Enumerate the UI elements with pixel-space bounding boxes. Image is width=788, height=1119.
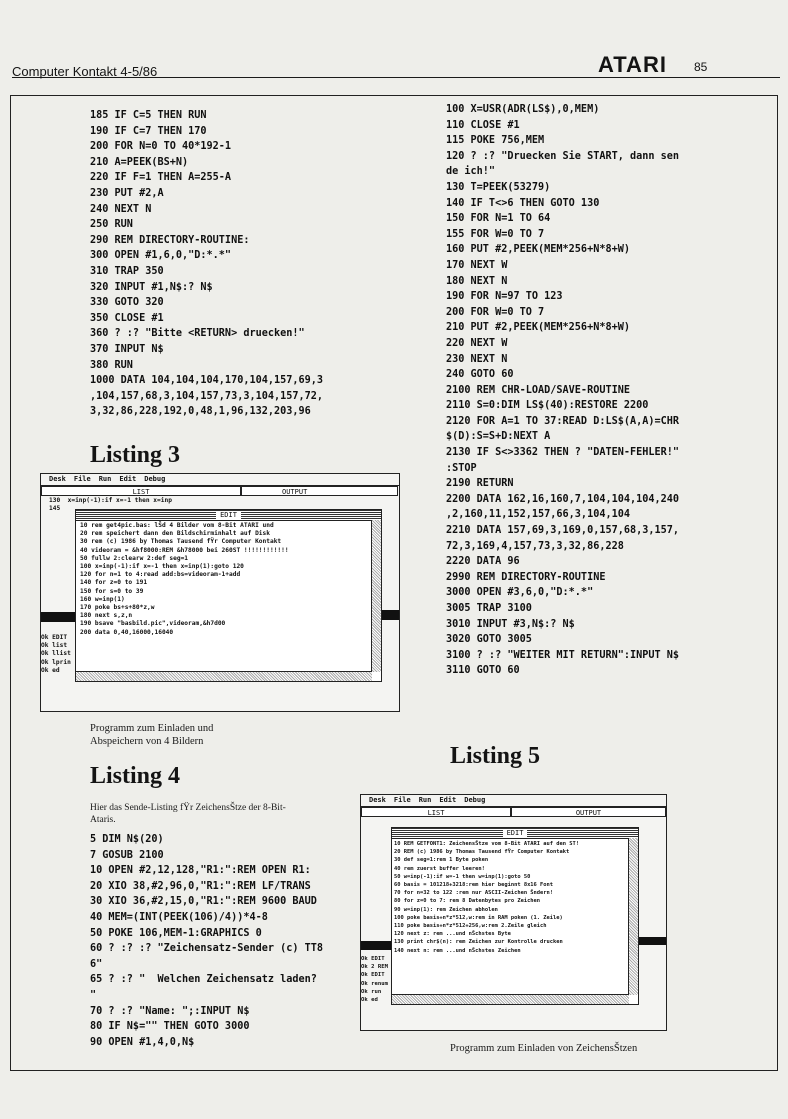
listing3-edit-lines [80,522,289,637]
edit-line: 160 w=inp(1) [80,595,125,603]
code-line: 110 CLOSE #1 [446,119,520,131]
code-line: 2990 REM DIRECTORY-ROUTINE [446,571,606,583]
listing3-menu-file[interactable]: File [73,475,91,483]
code-line: 80 IF N$="" THEN GOTO 3000 [90,1021,250,1033]
code-column-left [90,108,323,420]
code-line: 2100 REM CHR-LOAD/SAVE-ROUTINE [446,384,631,396]
listing5-output-bar [639,937,666,945]
code-line: 60 ? :? :? "Zeichensatz-Sender (c) TT8 [90,943,324,955]
intro-line: Ataris. [90,815,116,825]
edit-line: 20 REM (c) 1986 by Thomas Tausend fŸr Computer Kontakt [394,849,570,856]
command-line: Ok EDIT [361,972,385,979]
command-line: Ok llist [41,650,71,658]
code-line: 40 MEM=(INT(PEEK(106)/4))*4-8 [90,911,268,923]
code-line: 65 ? :? " Welchen Zeichensatz laden? [90,974,317,986]
code-line: 185 IF C=5 THEN RUN [90,110,207,121]
listing3-output-header: OUTPUT [241,486,398,496]
listing4-intro [90,802,286,826]
code-line: 200 FOR N=0 TO 40*192-1 [90,141,232,153]
code-line: 3000 OPEN #3,6,0,"D:*.*" [446,587,594,599]
code-line: 3100 ? :? "WEITER MIT RETURN":INPUT N$ [446,649,680,661]
edit-line: 190 bsave "basbild.pic",videoram,&h7d00 [80,620,226,628]
code-line: ,2,160,11,152,157,66,3,104,104 [446,509,631,521]
edit-line: 150 for s=0 to 39 [80,587,144,595]
listing3-vscroll[interactable] [371,520,381,672]
listing4-code [90,832,323,1050]
code-line: 3,32,86,228,192,0,48,1,96,132,203,96 [90,406,311,418]
code-line: 220 IF F=1 THEN A=255-A [90,172,232,184]
listing3-list-header: LIST [41,486,241,496]
edit-line: 40 videoram = &hf8000:REM &h78000 bei 260ST !!!!!!!!!!!! [80,546,289,554]
command-line: Ok renum [361,980,388,987]
edit-line: 120 for n=1 to 4:read add:bs=videoram-1+add [80,571,241,579]
command-line: Ok ed [41,666,60,674]
edit-line: 50 fullw 2:clearw 2:def seg=1 [80,554,189,562]
code-line: 70 ? :? "Name: ";:INPUT N$ [90,1005,250,1017]
code-line: 210 A=PEEK(BS+N) [90,156,189,168]
code-line: 5 DIM N$(20) [90,834,164,845]
code-line: " [90,989,97,1001]
code-line: 140 IF T<>6 THEN GOTO 130 [446,197,600,209]
command-line: Ok EDIT [41,634,68,641]
code-line: 2190 RETURN [446,478,514,490]
code-line: 50 POKE 106,MEM-1:GRAPHICS 0 [90,927,262,939]
listing4-title: Listing 4 [90,763,181,789]
listing3-sidebar-black [41,612,75,622]
edit-line: 30 rem (c) 1986 by Thomas Tausend fŸr Computer Kontakt [80,538,282,546]
code-line: 330 GOTO 320 [90,297,164,309]
edit-line: 90 w=inp(1): rem Zeichen abholen [394,906,498,913]
command-line: Ok list [41,642,68,650]
listing5-edit-lines [394,840,579,955]
code-line: 7 GOSUB 2100 [90,849,164,861]
intro-line: Hier das Sende-Listing fŸr ZeichensŠtze der 8-Bit- [90,803,286,813]
listing5-menubar [361,795,666,807]
edit-line: 80 for z=0 to 7: rem 8 Datenbytes pro Zeichen [394,898,541,905]
command-line: Ok 2 REM [361,964,388,971]
edit-line: 140 for z=0 to 191 [80,579,148,587]
listing5-caption: Programm zum Einladen von ZeichensŠtzen [450,1043,638,1054]
listing3-menubar [41,474,399,486]
caption-line: Abspeichern von 4 Bildern [90,736,204,747]
code-line: 150 FOR N=1 TO 64 [446,213,551,225]
code-line: 130 T=PEEK(53279) [446,181,551,193]
code-line: 160 PUT #2,PEEK(MEM*256+N*8+W) [446,244,631,256]
code-line: ,104,157,68,3,104,157,73,3,104,157,72, [90,390,324,402]
edit-line: 50 w=inp(-1):if w=-1 then w=inp(1):goto 50 [394,873,531,880]
code-line: 2110 S=0:DIM LS$(40):RESTORE 2200 [446,400,649,412]
listing5-menu-file[interactable]: File [393,796,411,804]
edit-line: 200 data 0,40,16000,16040 [80,628,174,636]
code-line: 115 POKE 756,MEM [446,135,545,147]
edit-line: 130 print chr$(n): rem Zeichen zur Kontrolle drucken [394,939,563,946]
code-line: 2220 DATA 96 [446,556,520,568]
listing3-caption [90,722,213,748]
code-line: 230 PUT #2,A [90,187,164,199]
listing3-menu-edit[interactable]: Edit [119,475,137,483]
code-line: 100 X=USR(ADR(LS$),0,MEM) [446,104,600,115]
code-line: 190 IF C=7 THEN 170 [90,125,207,137]
listing5-sidebar-black [361,941,391,950]
command-line: Ok ed [361,997,378,1004]
listing3-hscroll[interactable] [76,671,372,681]
listing5-edit-window [391,827,639,1005]
listing3-menu-debug[interactable]: Debug [144,475,166,483]
edit-line: 120 next z: rem ...und nŠchstes Byte [394,931,511,938]
edit-line: 110 poke basis+n*z*512+256,w:rem 2.Zeile gleich [394,923,547,930]
listing3-edit-title: EDIT [216,511,241,519]
code-line: 2210 DATA 157,69,3,169,0,157,68,3,157, [446,525,680,537]
edit-line: 100 x=inp(-1):if x=-1 then x=inp(1):goto 120 [80,563,244,571]
code-line: 300 OPEN #1,6,0,"D:*.*" [90,250,232,262]
code-line: 2130 IF S<>3362 THEN ? "DATEN-FEHLER!" [446,447,680,459]
code-line: 3010 INPUT #3,N$:? N$ [446,618,575,630]
command-line: Ok lprin [41,658,71,666]
code-line: 120 ? :? "Druecken Sie START, dann sen [446,150,680,162]
edit-line: 10 REM GETFONT1: ZeichensŠtze vom 8-Bit ATARI auf den ST! [394,841,579,847]
code-line: 310 TRAP 350 [90,265,164,277]
edit-line: 170 poke bs+s+80*z,w [80,604,155,612]
code-line: 20 XIO 38,#2,96,0,"R1:":REM LF/TRANS [90,880,311,892]
listing5-menu-desk[interactable]: Desk [369,796,386,804]
brand-title: ATARI [598,52,667,77]
code-line: 1000 DATA 104,104,104,170,104,157,69,3 [90,375,324,387]
command-line: Ok EDIT [361,956,385,962]
code-line: 3110 GOTO 60 [446,665,520,677]
listing3-output-bar [382,610,399,620]
code-line: 2200 DATA 162,16,160,7,104,104,104,240 [446,493,680,505]
code-line: 190 FOR N=97 TO 123 [446,291,563,303]
code-line: 3020 GOTO 3005 [446,634,532,646]
code-line: 240 GOTO 60 [446,369,514,381]
code-line: 290 REM DIRECTORY-ROUTINE: [90,234,250,246]
code-line: 170 NEXT W [446,259,508,271]
listing3-command-list [41,634,71,675]
code-line: 360 ? :? "Bitte <RETURN> druecken!" [90,328,305,340]
edit-line: 70 for n=32 to 122 :rem nur ASCII-Zeichen Šndern! [394,890,554,897]
edit-line: 10 rem get4pic.bas: lŠd 4 Bilder vom 8-Bit ATARI und [80,522,274,529]
listing3-menu-run[interactable]: Run [98,475,112,483]
code-line: 350 CLOSE #1 [90,312,164,324]
listing5-edit-title: EDIT [503,829,528,837]
listing5-menu-edit[interactable]: Edit [439,796,457,804]
code-line: 200 FOR W=0 TO 7 [446,306,545,318]
code-line: 320 INPUT #1,N$:? N$ [90,281,213,293]
code-line: 250 RUN [90,219,133,231]
caption-line: Programm zum Einladen und [90,723,214,734]
code-line: 240 NEXT N [90,203,152,215]
code-line: 180 NEXT N [446,275,508,287]
listing5-list-header: LIST [361,807,511,817]
list-line: 145 [49,505,61,513]
edit-line: 60 basis = 101218+3218:rem hier beginnt 8x16 Font [394,882,554,889]
code-line: $(D):S=S+D:NEXT A [446,431,551,443]
listing5-screenshot [360,794,667,1031]
code-line: de ich!" [446,166,496,178]
code-line: 380 RUN [90,359,133,371]
code-line: 72,3,169,4,157,73,3,32,86,228 [446,540,624,552]
edit-line: 40 rem zuerst buffer leeren! [394,865,485,872]
listing5-hscroll[interactable] [392,994,629,1004]
code-line: :STOP [446,462,477,474]
code-line: 2120 FOR A=1 TO 37:READ D:LS$(A,A)=CHR [446,415,680,427]
code-line: 90 OPEN #1,4,0,N$ [90,1036,195,1048]
listing3-menu-desk[interactable]: Desk [49,475,66,483]
listing5-menu-run[interactable]: Run [418,796,432,804]
edit-line: 100 poke basis+n*z*512,w:rem in RAM poken (1. Zeile) [394,914,563,921]
edit-line: 30 def seg=1:rem 1 Byte poken [394,857,489,864]
listing5-edit-titlebar [392,828,638,839]
list-line: 130 x=inp(-1):if x=-1 then x=inp [49,497,172,504]
listing3-edit-titlebar [76,510,381,521]
code-line: 3005 TRAP 3100 [446,603,532,614]
listing5-title: Listing 5 [450,743,541,769]
edit-line: 140 next n: rem ...und nŠchstes Zeichen [394,947,521,954]
code-line: 210 PUT #2,PEEK(MEM*256+N*8+W) [446,322,631,334]
listing3-edit-window [75,509,382,682]
code-line: 30 XIO 36,#2,15,0,"R1:":REM 9600 BAUD [90,896,317,908]
code-column-right [446,102,679,679]
code-line: 6" [90,958,103,970]
code-line: 370 INPUT N$ [90,343,164,355]
code-line: 10 OPEN #2,12,128,"R1:":REM OPEN R1: [90,865,311,877]
edit-line: 20 rem speichert dann den Bildschirminhalt auf Disk [80,530,270,538]
code-line: 230 NEXT N [446,353,508,365]
listing5-menu-debug[interactable]: Debug [464,796,486,804]
command-line: Ok run [361,988,382,995]
edit-line: 180 next s,z,n [80,612,133,620]
listing5-vscroll[interactable] [628,838,638,995]
listing3-screenshot [40,473,400,712]
listing5-command-list [361,955,388,1004]
code-line: 155 FOR W=0 TO 7 [446,228,545,240]
listing3-title: Listing 3 [90,442,181,468]
page-number: 85 [694,60,708,74]
code-line: 220 NEXT W [446,337,508,349]
listing5-output-header: OUTPUT [511,807,666,817]
magazine-issue: Computer Kontakt 4-5/86 [12,64,158,79]
